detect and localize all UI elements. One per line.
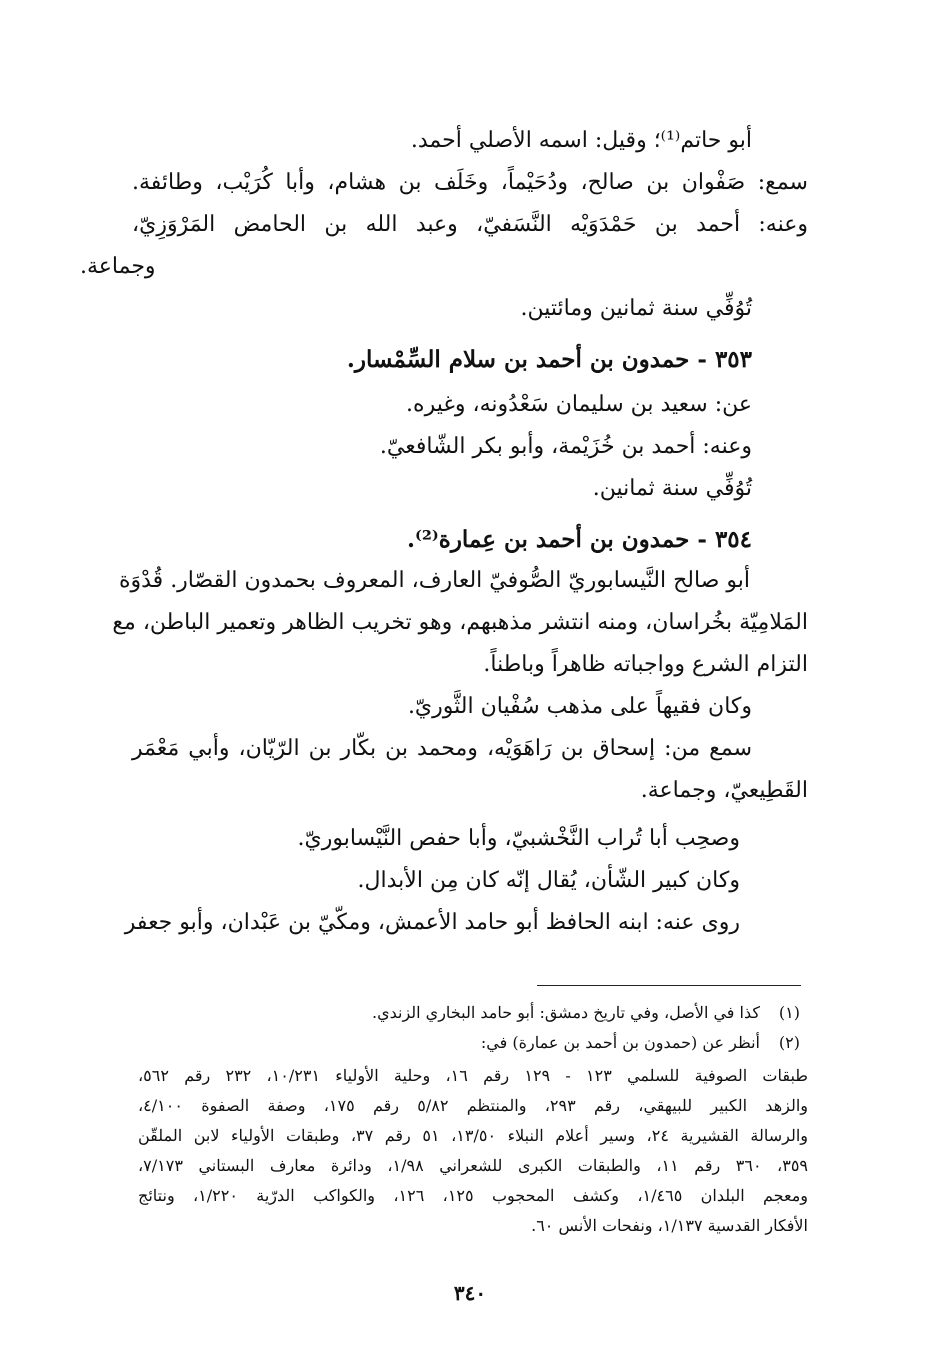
body-line-16: القَطِيعيّ، وجماعة. <box>640 778 808 803</box>
body-line-15: سمع من: إسحاق بن رَاهَوَيْه، ومحمد بن بكّار بن الرّيّان، وأبي مَعْمَر <box>132 736 752 761</box>
body-line-8: وعنه: أحمد بن خُزَيْمة، وأبو بكر الشّافعيّ. <box>379 434 752 459</box>
footnote-2-line-1: طبقات الصوفية للسلمي ١٢٣ - ١٢٩ رقم ١٦، وحلية الأولياء ١٠/٢٣١، ٢٣٢ رقم ٥٦٢، <box>138 1066 809 1085</box>
body-line-9: تُوُفِّي سنة ثمانين. <box>592 476 752 501</box>
entry-heading-353: ٣٥٣ - حمدون بن أحمد بن سلام السِّمْسار. <box>346 346 752 373</box>
body-line-7: عن: سعيد بن سليمان سَعْدُونه، وغيره. <box>406 392 752 417</box>
footnote-2-text: أنظر عن (حمدون بن أحمد بن عمارة) في: <box>480 1033 760 1052</box>
footnote-2-line-2: والزهد الكبير للبيهقي، رقم ٢٩٣، والمنتظم ٥/٨٢ رقم ١٧٥، وصفة الصفوة ٤/١٠٠، <box>138 1096 809 1115</box>
footnote-2-line-3: والرسالة القشيرية ٢٤، وسير أعلام النبلاء ١٣/٥٠، ٥١ رقم ٣٧، وطبقات الأولياء لابن الملقّن <box>138 1126 809 1145</box>
body-line-2: سمع: صَفْوان بن صالح، ودُحَيْماً، وخَلَف بن هشام، وأبا كُرَيْب، وطائفة. <box>132 170 808 195</box>
body-line-5: تُوُفِّي سنة ثمانين ومائتين. <box>520 296 752 321</box>
body-line-17: وصحِب أبا تُراب النَّخْشبيّ، وأبا حفص النَّيْسابوريّ. <box>297 826 740 851</box>
footnote-2-line-5: ومعجم البلدان ١/٤٦٥، وكشف المحجوب ١٢٥، ١٢٦، والكواكب الدرّية ١/٢٢٠، ونتائج <box>138 1186 809 1205</box>
body-line-19: روى عنه: ابنه الحافظ أبو حامد الأعمش، ومكّيّ بن عَبْدان، وأبو جعفر <box>124 910 740 935</box>
footnote-2-line-6: الأفكار القدسية ١/١٣٧، ونفحات الأنس ٦٠. <box>531 1216 808 1235</box>
entry-heading-354: ٣٥٤ - حمدون بن أحمد بن عِمارة⁽²⁾. <box>406 526 752 553</box>
body-line-4: وجماعة. <box>80 254 156 279</box>
body-line-12: المَلامِيّة بخُراسان، ومنه انتشر مذهبهم، وهو تخريب الظاهر وتعمير الباطن، مع <box>112 610 808 635</box>
body-line-11: أبو صالح النَّيسابوريّ الصُّوفيّ العارف، المعروف بحمدون القصّار. قُدْوَة <box>118 568 750 593</box>
footnote-divider <box>537 985 801 986</box>
footnote-2-number: (٢) <box>778 1033 800 1052</box>
body-line-14: وكان فقيهاً على مذهب سُفْيان الثَّوريّ. <box>407 694 752 719</box>
footnote-1-number: (١) <box>778 1003 800 1022</box>
body-line-1: أبو حاتم⁽¹⁾؛ وقيل: اسمه الأصلي أحمد. <box>410 128 752 153</box>
page-number: ٣٤٠ <box>453 1281 487 1305</box>
footnote-2-line-4: ٣٥٩، ٣٦٠ رقم ١١، والطبقات الكبرى للشعراني ١/٩٨، ودائرة معارف البستاني ٧/١٧٣، <box>138 1156 809 1175</box>
body-line-3: وعنه: أحمد بن حَمْدَوَيْه النَّسَفيّ، وعبد الله بن الحامض المَرْوَزِيّ، <box>132 212 808 237</box>
body-line-18: وكان كبير الشّأن، يُقال إنّه كان مِن الأبدال. <box>357 868 740 893</box>
footnote-1-text: كذا في الأصل، وفي تاريخ دمشق: أبو حامد البخاري الزندي. <box>371 1003 760 1022</box>
body-line-13: التزام الشرع وواجباته ظاهراً وباطناً. <box>483 652 808 677</box>
